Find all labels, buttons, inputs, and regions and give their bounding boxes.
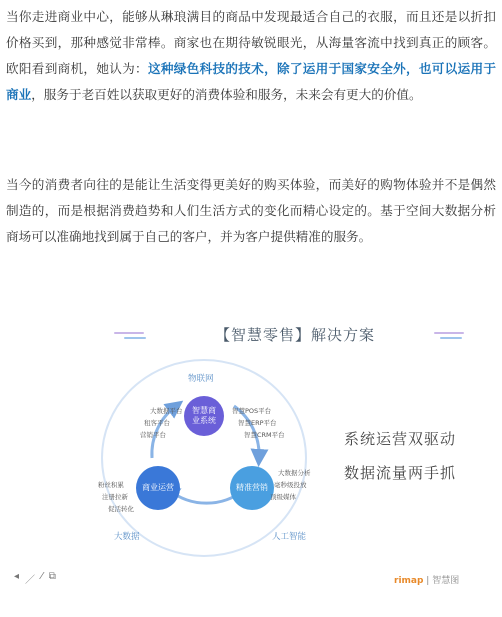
brand-name: 智慧图 (432, 576, 460, 586)
image-toolbar (14, 571, 56, 586)
label-left-1: 粉丝积累 (98, 481, 124, 489)
label-right-3: 顶级媒体 (270, 493, 296, 501)
arc-label-ai: 人工智能 (272, 532, 307, 542)
label-left-3: 促活转化 (108, 505, 134, 513)
share-icon[interactable]: ⧉ (48, 571, 56, 582)
circle-smart-commerce: 智慧商业系统 (184, 396, 224, 436)
edit-icon[interactable]: ／ (25, 575, 36, 586)
paragraph-1-part-3: ，服务于老百姓以获取更好的消费体验和服务，未来会有更大的价值。 (31, 87, 422, 102)
brand-mark: rimap (394, 576, 424, 586)
label-left-2: 注册拉新 (102, 493, 128, 501)
diagram-title: 【智慧零售】解决方案 (214, 326, 375, 344)
paragraph-1-highlight: 这种绿色科技的技术，除了运用于国家安全外，也可以运用于商业 (6, 61, 497, 102)
article-paragraph-1 (6, 4, 496, 108)
slogan-line-2: 数据流量两手抓 (344, 464, 457, 482)
label-tr-2: 智慧ERP平台 (238, 419, 277, 427)
circle-business-operation: 商业运营 (136, 466, 180, 510)
label-tl-2: 租客平台 (144, 419, 170, 427)
label-tl-1: 大数据平台 (150, 407, 183, 415)
circle-precision-marketing: 精准营销 (230, 466, 274, 510)
smart-retail-diagram (94, 318, 496, 588)
outer-arc (102, 360, 306, 556)
prev-icon[interactable]: ◂ (14, 571, 20, 582)
paragraph-1-part-1: 当你走进商业中心，能够从琳琅满目的商品中发现最适合自己的衣服，而且还是以折扣价格买到，那种感觉非常棒。商家也在期待敏锐眼光，从海量客流中找到真正的顾客。欧阳看到商机，她认为： (6, 9, 496, 76)
brand-separator: | (426, 576, 433, 586)
slogan-line-1: 系统运营双驱动 (344, 430, 457, 448)
article-paragraph-2: 当今的消费者向往的是能让生活变得更美好的购买体验，而美好的购物体验并不是偶然制造的，而是根据消费趋势和人们生活方式的变化而精心设定的。基于空间大数据分析商场可以准确地找到属于自己的客户，并为客户提供精准的服务。 (6, 177, 496, 244)
pin-icon[interactable]: ⁄ (41, 571, 43, 582)
label-tl-3: 营销平台 (140, 431, 166, 439)
label-right-2: 毫秒级投放 (274, 481, 307, 489)
arc-label-iot: 物联网 (188, 374, 214, 384)
label-right-1: 大数据分析 (278, 469, 311, 477)
label-tr-1: 智慧POS平台 (232, 407, 272, 415)
arc-label-bigdata: 大数据 (114, 532, 140, 542)
brand-watermark (394, 573, 459, 586)
label-tr-3: 智慧CRM平台 (244, 431, 285, 439)
cycle-graphic (94, 318, 496, 588)
